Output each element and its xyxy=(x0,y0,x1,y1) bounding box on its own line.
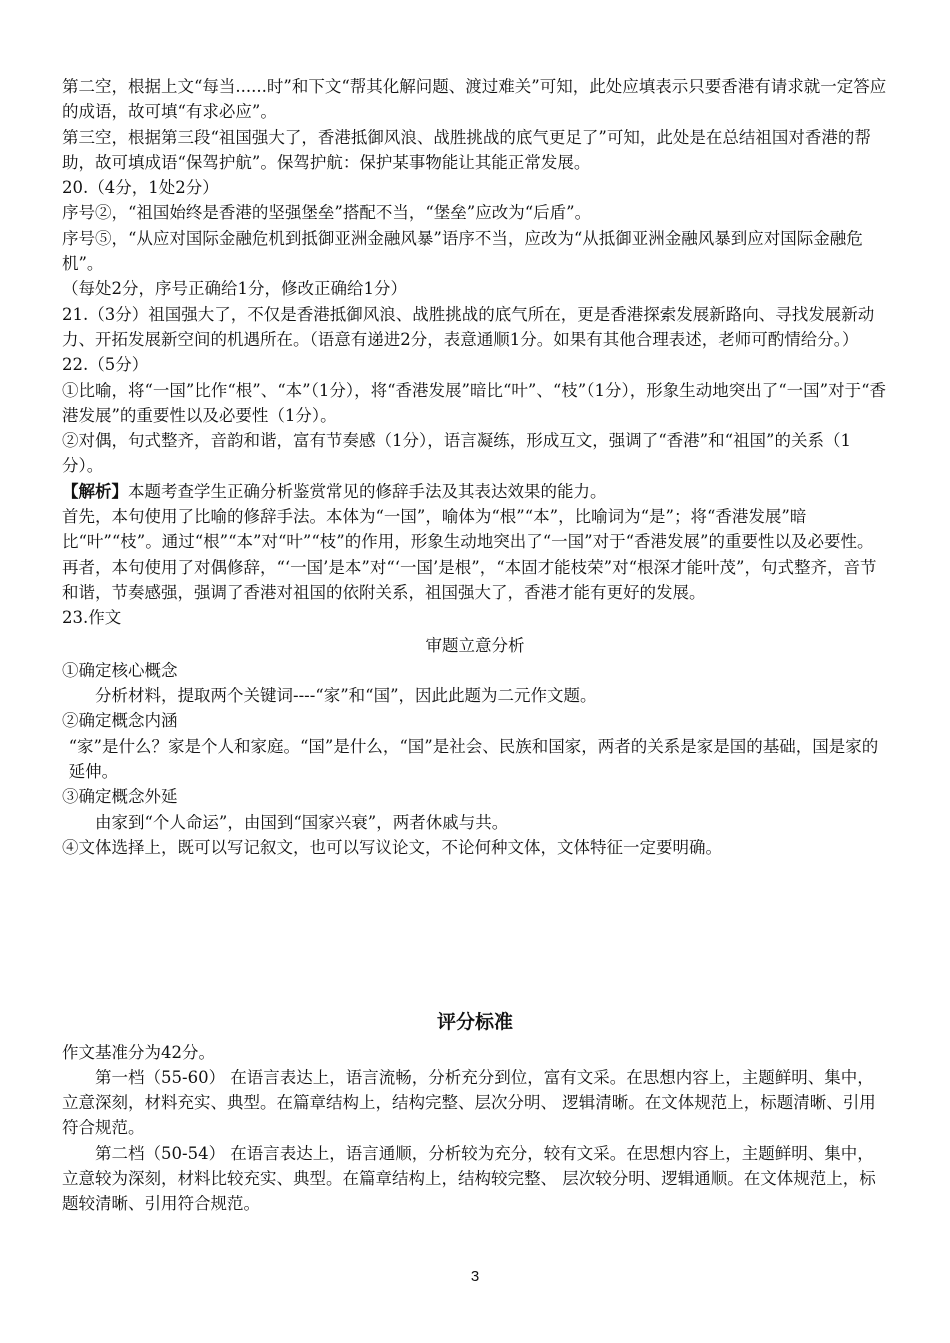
analysis-text: 本题考查学生正确分析鉴赏常见的修辞手法及其表达效果的能力。 xyxy=(128,481,607,501)
paragraph: 首先，本句使用了比喻的修辞手法。本体为“一国”，喻体为“根”“本”，比喻词为“是”；将“香港发展”暗比“叶”“枝”。通过“根”“本”对“叶”“枝”的作用，形象生动地突出了“一国”对于“香港发展”的重要性以及必要性。 xyxy=(62,507,874,552)
paragraph: 再者，本句使用了对偶修辞，“‘一国’是本”对“‘一国’是根”，“本固才能枝荣”对“根深才能叶茂”，句式整齐，音节和谐，节奏感强，强调了香港对祖国的依附关系，祖国强大了，香港才能有更好的发展。 xyxy=(62,557,877,602)
page-number: 3 xyxy=(470,1268,480,1285)
scoring-note: （每处2分，序号正确给1分，修改正确给1分） xyxy=(62,279,407,299)
section-title: 审题立意分析 xyxy=(425,635,525,655)
paragraph: ①比喻，将“一国”比作“根”、“本”（1分），将“香港发展”暗比“叶”、“枝”（1分），形象生动地突出了“一国”对于“香港发展”的重要性以及必要性（1分）。 xyxy=(62,380,887,425)
spacer xyxy=(62,860,888,1010)
page-content xyxy=(62,74,888,1217)
analysis-line xyxy=(62,479,888,504)
paragraph: ②对偶，句式整齐，音韵和谐，富有节奏感（1分），语言凝练，形成互文，强调了“香港”和“祖国”的关系（1分）。 xyxy=(62,431,851,476)
step-heading: ①确定核心概念 xyxy=(62,660,178,680)
question-heading: 22.（5分） xyxy=(62,355,149,375)
step-text: ④文体选择上，既可以写记叙文，也可以写议论文，不论何种文体，文体特征一定要明确。 xyxy=(62,837,722,857)
scoring-title: 评分标准 xyxy=(436,1011,513,1034)
paragraph: 作文基准分为42分。 xyxy=(62,1042,215,1062)
analysis-tag: 【解析】 xyxy=(62,481,128,501)
paragraph: 第二空，根据上文“每当......时”和下文“帮其化解问题、渡过难关”可知，此处应填表示只要香港有请求就一定答应的成语，故可填“有求必应”。 xyxy=(62,77,887,122)
step-heading: ③确定概念外延 xyxy=(62,787,178,807)
tier-paragraph: 第二档（50-54） 在语言表达上，语言通顺，分析较为充分，较有文采。在思想内容上，主题鲜明、集中，立意较为深刻，材料比较充实、典型。在篇章结构上，结构较完整、 层次较分明、逻辑通顺。在文体规范上，标题较清晰、引用符合规范。 xyxy=(62,1143,876,1214)
paragraph: 序号⑤，“从应对国际金融危机到抵御亚洲金融风暴”语序不当，应改为“从抵御亚洲金融风暴到应对国际金融危机”。 xyxy=(62,228,863,274)
step-text: 由家到“个人命运”，由国到“国家兴衰”，两者休戚与共。 xyxy=(95,812,509,832)
paragraph: 第三空，根据第三段“祖国强大了，香港抵御风浪、战胜挑战的底气更足了”可知，此处是在总结祖国对香港的帮助，故可填成语“保驾护航”。保驾护航：保护某事物能让其能正常发展。 xyxy=(62,127,871,172)
question-heading: 20.（4分，1处2分） xyxy=(62,178,219,198)
paragraph: 序号②，“祖国始终是香港的坚强堡垒”搭配不当，“堡垒”应改为“后盾”。 xyxy=(62,203,592,223)
tier-paragraph: 第一档（55-60） 在语言表达上，语言流畅，分析充分到位，富有文采。在思想内容上，主题鲜明、集中，立意深刻，材料充实、典型。在篇章结构上，结构完整、层次分明、 逻辑清晰。在文体规范上，标题清晰、引用符合规范。 xyxy=(62,1067,876,1138)
step-text: “家”是什么？家是个人和家庭。“国”是什么，“国”是社会、民族和国家，两者的关系是家是国的基础，国是家的延伸。 xyxy=(68,736,879,782)
paragraph: 21.（3分）祖国强大了，不仅是香港抵御风浪、战胜挑战的底气所在，更是香港探索发展新路向、寻找发展新动力、开拓发展新空间的机遇所在。（语意有递进2分，表意通顺1分。如果有其他合理表述，老师可酌情给分。） xyxy=(62,304,875,349)
step-text: 分析材料，提取两个关键词----“家”和“国”，因此此题为二元作文题。 xyxy=(95,686,597,706)
step-heading: ②确定概念内涵 xyxy=(62,711,178,731)
question-heading: 23.作文 xyxy=(62,608,122,628)
